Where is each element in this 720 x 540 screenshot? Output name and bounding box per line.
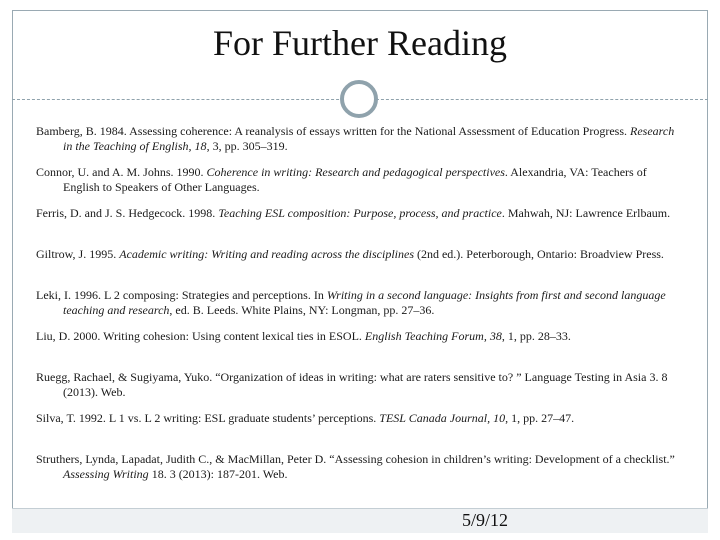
reference-list <box>36 124 686 493</box>
slide-date: 5/9/12 <box>462 510 509 530</box>
reference-item: Ferris, D. and J. S. Hedgecock. 1998. Teaching ESL composition: Purpose, process, and practice. Mahwah, NJ: Lawrence Erlbaum. <box>36 206 671 220</box>
reference-item: Silva, T. 1992. L 1 vs. L 2 writing: ESL graduate students’ perceptions. TESL Canada Journal, 10, 1, pp. 27–47. <box>36 411 575 425</box>
slide-title: For Further Reading <box>213 23 507 63</box>
reference-item: Connor, U. and A. M. Johns. 1990. Coherence in writing: Research and pedagogical perspectives. Alexandria, VA: Teachers of English to Speakers of Other Languages. <box>36 165 647 194</box>
reference-item: Struthers, Lynda, Lapadat, Judith C., & MacMillan, Peter D. “Assessing cohesion in children’s writing: Development of a checklist.” Assessing Writing 18. 3 (2013): 187-201. Web. <box>36 452 675 481</box>
reference-item: Leki, I. 1996. L 2 composing: Strategies and perceptions. In Writing in a second language: Insights from first and second language teaching and research, ed. B. Leeds. White Plains, NY: Longman, pp. 27–36. <box>36 288 666 317</box>
footer-bar <box>12 508 708 533</box>
reference-item: Giltrow, J. 1995. Academic writing: Writing and reading across the disciplines (2nd ed.). Peterborough, Ontario: Broadview Press. <box>36 247 664 261</box>
divider-circle-ornament <box>340 80 378 118</box>
reference-item: Liu, D. 2000. Writing cohesion: Using content lexical ties in ESOL. English Teaching Forum, 38, 1, pp. 28–33. <box>36 329 571 343</box>
reference-item: Bamberg, B. 1984. Assessing coherence: A reanalysis of essays written for the National Assessment of Education Progress. Research in the Teaching of English, 18, 3, pp. 305–319. <box>36 124 675 153</box>
reference-item: Ruegg, Rachael, & Sugiyama, Yuko. “Organization of ideas in writing: what are raters sensitive to? ” Language Testing in Asia 3. 8 (2013). Web. <box>36 370 668 399</box>
